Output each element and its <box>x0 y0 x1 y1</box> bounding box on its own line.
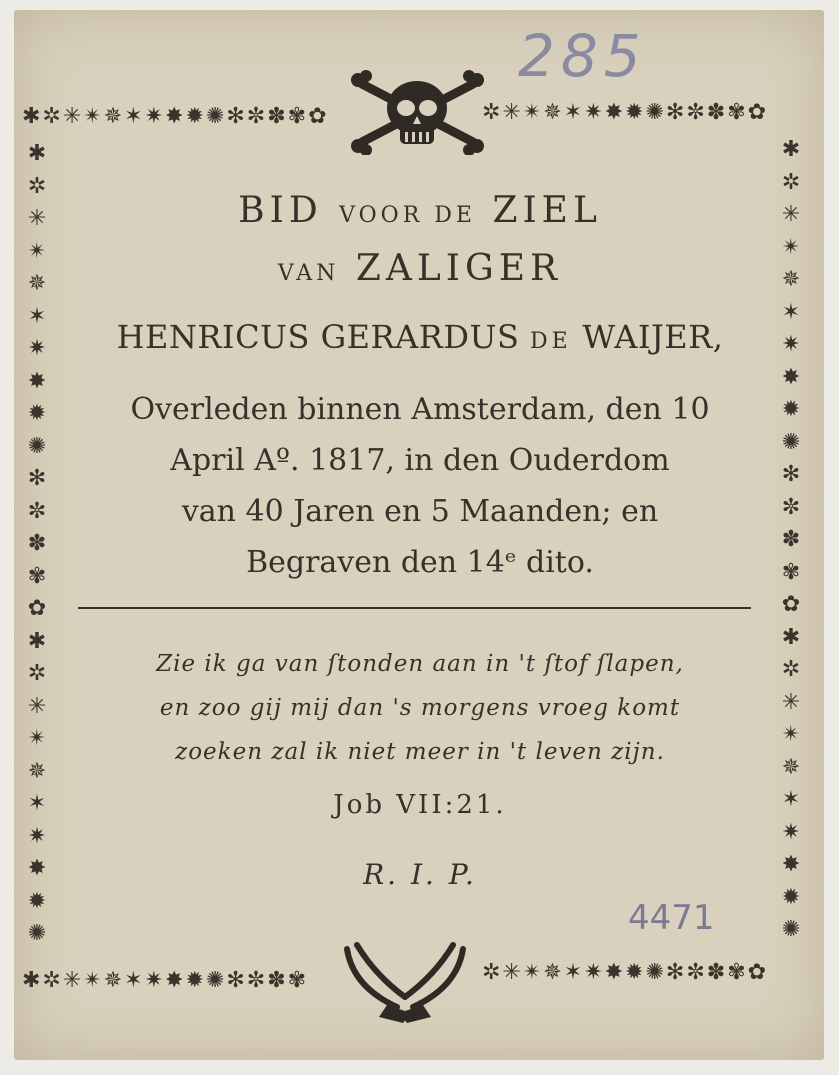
heading-line-1 <box>60 190 780 231</box>
name-particle: DE <box>530 329 572 354</box>
border-left: ✱ ✲ ✳ ✴ ✵ ✶ ✷ ✸ ✹ ✺ ✻ ✼ ✽ ✾ ✿ ✱ ✲ ✳ ✴ ✵ ✶ ✷ ✸ ✹ ✺ <box>27 141 47 946</box>
deceased-name <box>60 318 780 356</box>
heading-ziel: ZIEL <box>492 190 602 231</box>
border-right: ✱ ✲ ✳ ✴ ✵ ✶ ✷ ✸ ✹ ✺ ✻ ✼ ✽ ✾ ✿ ✱ ✲ ✳ ✴ ✵ ✶ ✷ ✸ ✹ ✺ <box>781 137 801 942</box>
heading-zaliger: ZALIGER <box>355 248 563 289</box>
pencil-number-bottom: 4471 <box>628 898 715 938</box>
scripture-reference: Job VII:21. <box>333 790 507 820</box>
quote-line-1: Zie ik ga van ſtonden aan in 't ſtof ſlapen, <box>156 651 684 677</box>
heading-bid: BID <box>238 190 323 231</box>
name-given: HENRICUS GERARDUS <box>116 318 520 356</box>
details-line-4: Begraven den 14ᵉ dito. <box>246 545 594 580</box>
rip-closing: R. I. P. <box>363 858 477 891</box>
inverted-torches-icon <box>335 935 475 1025</box>
border-top-left: ✱✲✳✴✵✶✷✸✹✺✻✼✽✾✿ <box>22 106 329 128</box>
details-line-3: van 40 Jaren en 5 Maanden; en <box>181 494 659 529</box>
divider-rule <box>78 607 751 609</box>
details-line-1: Overleden binnen Amsterdam, den 10 <box>130 392 710 427</box>
heading-van: VAN <box>277 261 340 286</box>
details-line-2: April Aº. 1817, in den Ouderdom <box>170 443 670 478</box>
border-top-right: ✲✳✴✵✶✷✸✹✺✻✼✽✾✿ <box>482 102 769 124</box>
heading-voor-de: VOOR DE <box>339 203 476 228</box>
border-bottom-right: ✲✳✴✵✶✷✸✹✺✻✼✽✾✿ <box>482 962 769 984</box>
heading-line-2 <box>60 248 780 289</box>
border-bottom-left: ✱✲✳✴✵✶✷✸✹✺✻✼✽✾ <box>22 970 309 992</box>
pencil-number-top: 285 <box>518 22 647 90</box>
quote-line-3: zoeken zal ik niet meer in 't leven zijn. <box>175 739 665 765</box>
name-surname: WAIJER, <box>582 318 724 356</box>
quote-line-2: en zoo gij mij dan 's morgens vroeg komt <box>159 695 681 721</box>
skull-crossbones-icon <box>350 70 485 155</box>
scripture-quote <box>60 642 780 774</box>
death-details <box>60 384 780 588</box>
